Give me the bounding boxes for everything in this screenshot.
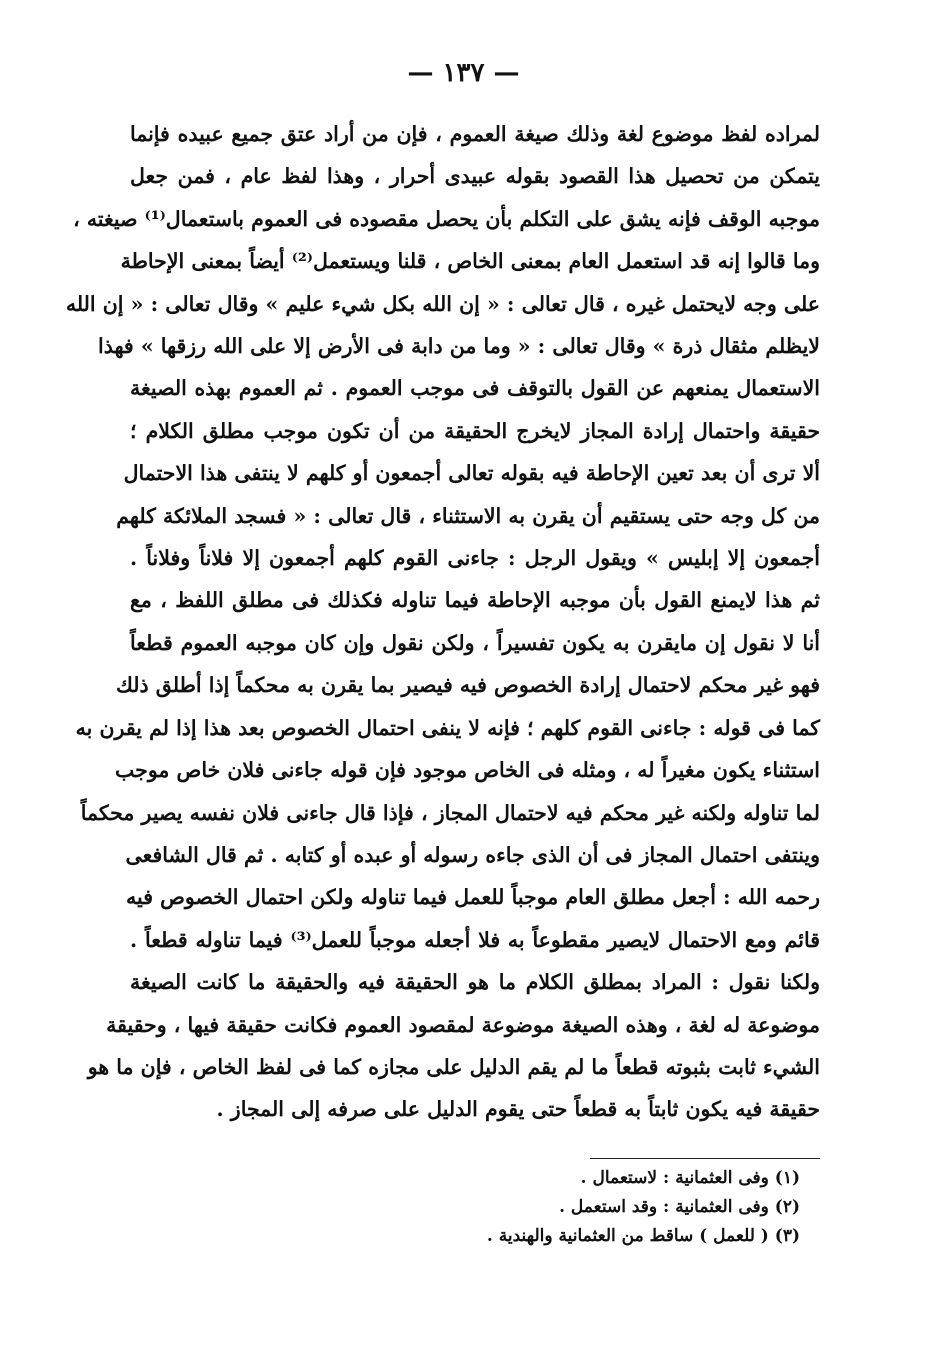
footnote-1: (١) وفى العثمانية : لاستعمال . (580, 1168, 800, 1188)
footnote-2: (٢) وفى العثمانية : وقد استعمل . (559, 1197, 800, 1217)
body-line: أجمعون إلا إبليس » ويقول الرجل : جاءنى القوم كلهم أجمعون إلا فلاناً وفلاناً . (130, 546, 820, 571)
body-line: لمراده لفظ موضوع لغة وذلك صيغة العموم ، فإن من أراد عتق جميع عبيده فإنما (130, 122, 820, 146)
body-text (65, 113, 820, 1131)
body-line: موضوعة له لغة ، وهذه الصيغة موضوعة لمقصود العموم فكانت حقيقة فيها ، وحقيقة (106, 1012, 820, 1037)
body-line: الاستعمال يمنعهم عن القول بالتوقف فى موجب العموم . ثم العموم بهذه الصيغة (130, 376, 820, 401)
body-line: رحمه الله : أجعل مطلق العام موجباً للعمل فيما تناوله ولكن احتمال الخصوص فيه (126, 885, 820, 910)
footnote-3: (٣) ( للعمل ) ساقط من العثمانية والهندية . (486, 1226, 800, 1246)
footnotes (300, 1164, 800, 1251)
body-line: من كل وجه حتى يستقيم أن يقرن به الاستثناء ، قال تعالى : « فسجد الملائكة كلهم (116, 503, 820, 528)
body-line: ثم هذا لايمنع القول بأن موجبه الإحاطة فيما تناوله فكذلك فى مطلق اللفظ ، مع (130, 588, 820, 613)
page-number: — ١٣٧ — (407, 58, 520, 88)
body-line: فهو غير محكم لاحتمال إرادة الخصوص فيه فيصير بما يقرن به محكماً إذا أطلق ذلك (115, 673, 820, 698)
body-line: حقيقة واحتمال إرادة المجاز لايخرج الحقيقة من أن تكون موجب مطلق الكلام ؛ (130, 418, 820, 443)
body-line: وما قالوا إنه قد استعمل العام بمعنى الخاص ، قلنا ويستعمل⁽²⁾ أيضاً بمعنى الإحاطة (120, 249, 820, 274)
body-line: قائم ومع الاحتمال لايصير مقطوعاً به فلا أجعله موجباً للعمل⁽³⁾ فيما تناوله قطعاً . (130, 927, 820, 952)
body-line: ولكنا نقول : المراد بمطلق الكلام ما هو الحقيقة فيه والحقيقة ما كانت الصيغة (130, 970, 820, 995)
body-line: كما فى قوله : جاءنى القوم كلهم ؛ فإنه لا ينفى احتمال الخصوص بعد هذا إذا لم يقرن به (75, 715, 820, 740)
body-line: استثناء يكون مغيراً له ، ومثله فى الخاص موجود فإن قوله جاءنى فلان خاص موجب (115, 758, 820, 783)
body-line: يتمكن من تحصيل هذا القصود بقوله عبيدى أحرار ، وهذا لفظ عام ، فمن جعل (130, 164, 820, 189)
body-line: لايظلم مثقال ذرة » وقال تعالى : « وما من دابة فى الأرض إلا على الله رزقها » فهذا (98, 334, 820, 359)
body-line: موجبه الوقف فإنه يشق على التكلم بأن يحصل مقصوده فى العموم باستعمال⁽¹⁾ صيغته ، (73, 206, 820, 231)
body-line: ألا ترى أن بعد تعين الإحاطة فيه بقوله تعالى أجمعون أو كلهم لا ينتفى هذا الاحتمال (123, 461, 820, 486)
body-line: حقيقة فيه يكون ثابتاً به قطعاً حتى يقوم الدليل على صرفه إلى المجاز . (216, 1097, 820, 1122)
body-line: الشيء ثابت بثبوته قطعاً ما لم يقم الدليل على مجازه كما فى لفظ الخاص ، فإن ما هو (87, 1054, 820, 1079)
body-line: لما تناوله ولكنه غير محكم فيه لاحتمال المجاز ، فإذا قال جاءنى فلان نفسه يصير محكماً (80, 800, 820, 825)
body-line: وينتفى احتمال المجاز فى أن الذى جاءه رسوله أو عبده أو كتابه . ثم قال الشافعى (125, 842, 820, 867)
body-line: أنا لا نقول إن مايقرن به يكون تفسيراً ، ولكن نقول وإن كان موجبه العموم قطعاً (130, 630, 820, 655)
footnote-divider (590, 1158, 820, 1159)
body-line: على وجه لايحتمل غيره ، قال تعالى : « إن الله بكل شيء عليم » وقال تعالى : « إن الله (65, 291, 820, 316)
